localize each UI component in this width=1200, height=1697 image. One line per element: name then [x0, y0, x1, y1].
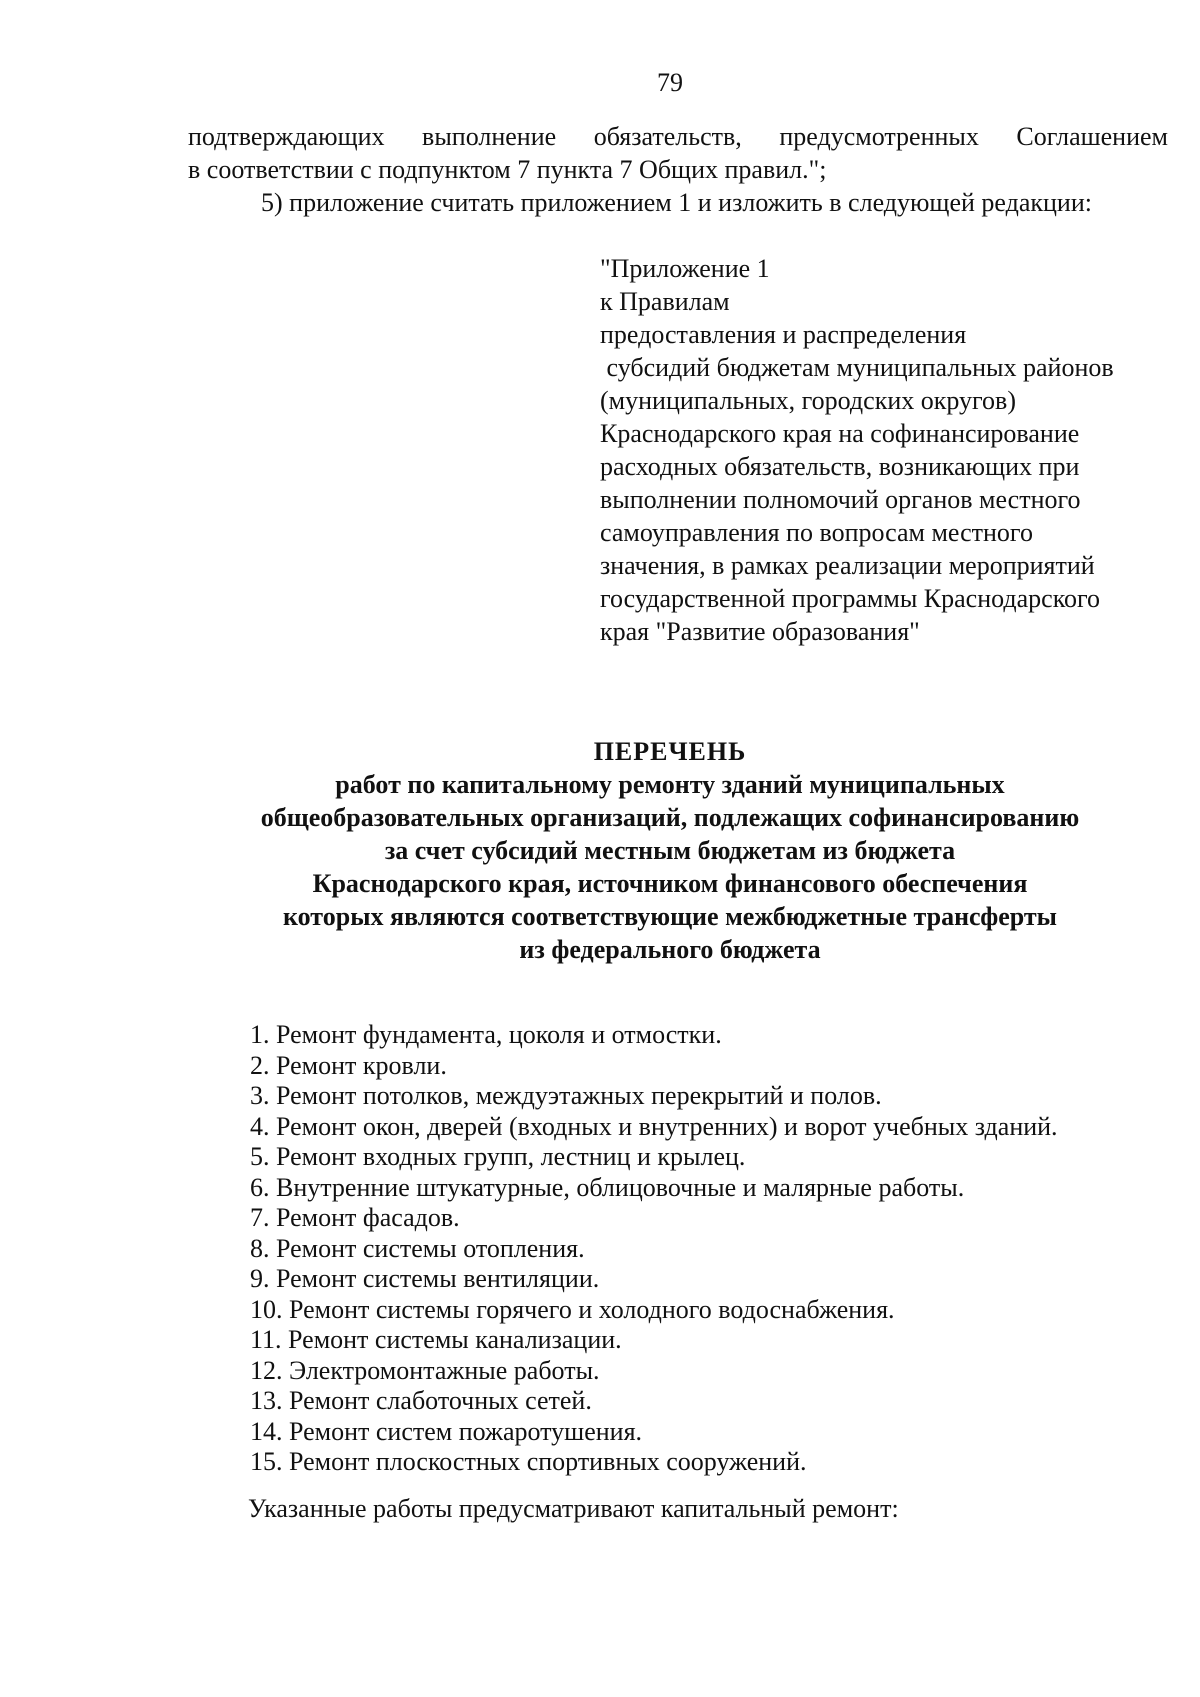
- document-heading: [0, 736, 1200, 966]
- heading-title: ПЕРЕЧЕНЬ: [593, 737, 747, 766]
- appendix-line: значения, в рамках реализации мероприятий: [600, 551, 1095, 580]
- list-item: 9. Ремонт системы вентиляции.: [250, 1264, 600, 1293]
- heading-line: из федерального бюджета: [519, 935, 821, 964]
- appendix-line: (муниципальных, городских округов): [600, 386, 1016, 415]
- list-item: 3. Ремонт потолков, междуэтажных перекрытий и полов.: [250, 1081, 882, 1110]
- works-list: [250, 1020, 1170, 1478]
- list-item: 13. Ремонт слаботочных сетей.: [250, 1386, 592, 1415]
- intro-paragraph: [188, 120, 1168, 219]
- heading-line: за счет субсидий местным бюджетам из бюджета: [384, 836, 956, 865]
- page-number: 79: [657, 68, 683, 97]
- heading-line: общеобразовательных организаций, подлежащих софинансированию: [260, 803, 1080, 832]
- appendix-line: субсидий бюджетам муниципальных районов: [600, 353, 1114, 382]
- appendix-line: края "Развитие образования": [600, 617, 920, 646]
- closing-paragraph: Указанные работы предусматривают капитальный ремонт:: [248, 1494, 899, 1523]
- appendix-line: Краснодарского края на софинансирование: [600, 419, 1080, 448]
- list-item: 12. Электромонтажные работы.: [250, 1355, 600, 1385]
- list-item: 6. Внутренние штукатурные, облицовочные и малярные работы.: [250, 1172, 965, 1202]
- appendix-line: предоставления и распределения: [600, 320, 967, 349]
- list-item: 11. Ремонт системы канализации.: [250, 1325, 622, 1354]
- list-item: 14. Ремонт систем пожаротушения.: [250, 1416, 643, 1446]
- appendix-line: "Приложение 1: [600, 254, 770, 283]
- list-item: 1. Ремонт фундамента, цоколя и отмостки.: [250, 1020, 722, 1049]
- intro-line-1: подтверждающих выполнение обязательств, предусмотренных Соглашением: [188, 122, 1168, 151]
- list-item: 7. Ремонт фасадов.: [250, 1203, 460, 1232]
- appendix-line: расходных обязательств, возникающих при: [600, 452, 1080, 481]
- list-item: 4. Ремонт окон, дверей (входных и внутренних) и ворот учебных зданий.: [250, 1111, 1058, 1141]
- list-item: 2. Ремонт кровли.: [250, 1050, 447, 1080]
- heading-line: работ по капитальному ремонту зданий муниципальных: [335, 770, 1005, 799]
- list-item: 15. Ремонт плоскостных спортивных сооружений.: [250, 1447, 807, 1476]
- list-item: 10. Ремонт системы горячего и холодного водоснабжения.: [250, 1294, 895, 1324]
- intro-line-3: 5) приложение считать приложением 1 и изложить в следующей редакции:: [261, 188, 1092, 217]
- heading-line: которых являются соответствующие межбюджетные трансферты: [283, 902, 1057, 931]
- appendix-line: выполнении полномочий органов местного: [600, 485, 1081, 514]
- appendix-line: к Правилам: [600, 287, 730, 316]
- list-item: 5. Ремонт входных групп, лестниц и крылец.: [250, 1142, 746, 1171]
- appendix-line: самоуправления по вопросам местного: [600, 518, 1033, 547]
- intro-line-2: в соответствии с подпунктом 7 пункта 7 Общих правил.";: [188, 155, 827, 184]
- heading-line: Краснодарского края, источником финансового обеспечения: [312, 869, 1028, 898]
- list-item: 8. Ремонт системы отопления.: [250, 1233, 585, 1263]
- appendix-caption: [600, 252, 1180, 648]
- appendix-line: государственной программы Краснодарского: [600, 584, 1101, 613]
